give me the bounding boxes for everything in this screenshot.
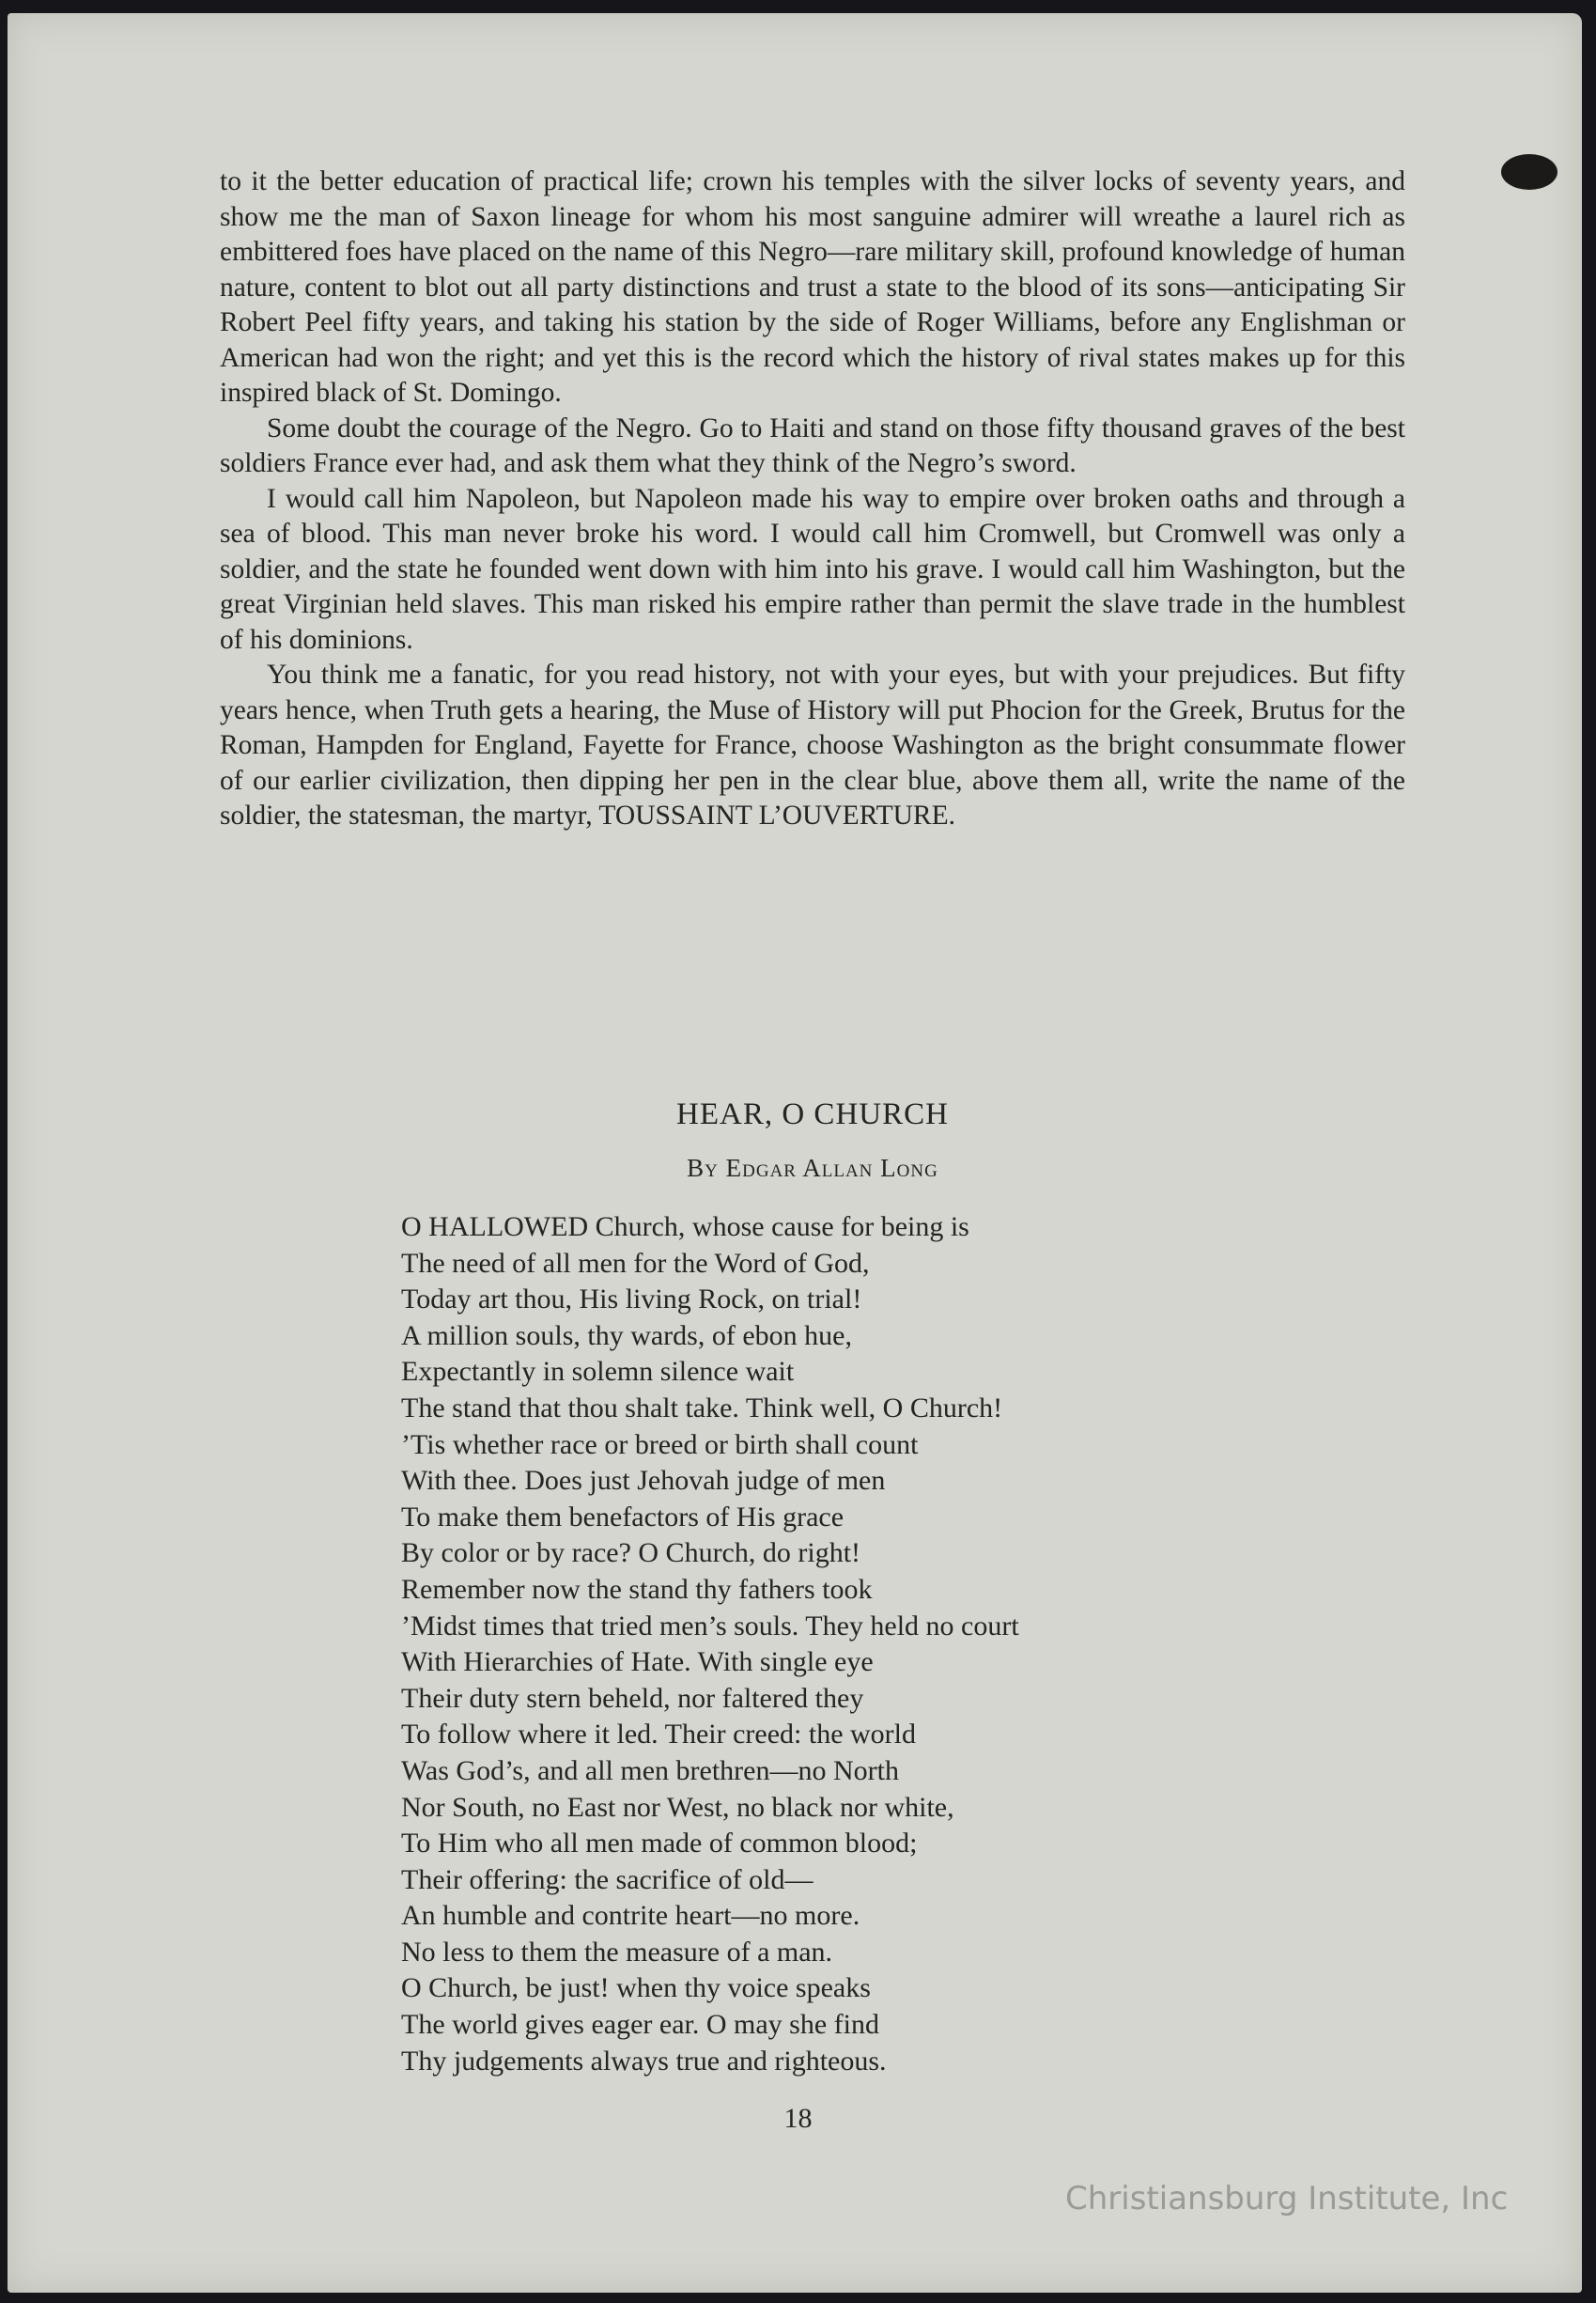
poem-line: To Him who all men made of common blood;: [401, 1828, 918, 1860]
poem-line: O Church, be just! when thy voice speaks: [401, 1972, 871, 2004]
poem-line: The need of all men for the Word of God,: [401, 1247, 870, 1279]
page-number: 18: [783, 2103, 813, 2134]
poem-line: The stand that thou shalt take. Think well, O Church!: [401, 1392, 1003, 1424]
page-damage-hole: [1501, 154, 1557, 190]
article-body: [220, 164, 1405, 834]
poem-line: To follow where it led. Their creed: the world: [401, 1719, 916, 1751]
poem-line: With Hierarchies of Hate. With single eye: [401, 1646, 874, 1678]
poem-line: No less to them the measure of a man.: [401, 1936, 833, 1968]
poem-line: The world gives eager ear. O may she find: [401, 2009, 879, 2041]
poem-line: With thee. Does just Jehovah judge of men: [401, 1465, 886, 1497]
article-paragraph-1: to it the better education of practical life; crown his temples with the silver locks of seventy years, and show me the man of Saxon lineage for whom his most sanguine admirer will wreathe a laurel rich as embittered foes have placed on the name of this Negro—rare military skill, profound knowledge of human nature, content to blot out all party distinctions and trust a state to the blood of its sons—anticipating Sir Robert Peel fifty years, and taking his station by the side of Roger Williams, before any Englishman or American had won the right; and yet this is the record which the history of rival states makes up for this inspired black of St. Domingo.: [220, 166, 1405, 408]
poem-line: Today art thou, His living Rock, on trial!: [401, 1284, 862, 1315]
poem-line: A million souls, thy wards, of ebon hue,: [401, 1319, 852, 1351]
article-paragraph-4: You think me a fanatic, for you read history, not with your eyes, but with your prejudices. But fifty years hence, when Truth gets a hearing, the Muse of History will put Phocion for the Greek, Brutus for the Roman, Hampden for England, Fayette for France, choose Washington as the bright consummate flower of our earlier civilization, then dipping her pen in the clear blue, above them all, write the name of the soldier, the statesman, the martyr, TOUSSAINT L’OUVERTURE.: [220, 660, 1405, 831]
poem-line: O HALLOWED Church, whose cause for being is: [401, 1211, 969, 1242]
poem-line: To make them benefactors of His grace: [401, 1501, 844, 1533]
poem-line: Their offering: the sacrifice of old—: [401, 1863, 813, 1895]
poem-line: Remember now the stand thy fathers took: [401, 1573, 873, 1605]
article-paragraph-2: Some doubt the courage of the Negro. Go to Haiti and stand on those fifty thousand graves of the best soldiers France ever had, and ask them what they think of the Negro’s sword.: [220, 412, 1405, 478]
poem-line: Thy judgements always true and righteous.: [401, 2045, 887, 2077]
poem-line: Was God’s, and all men brethren—no North: [401, 1754, 899, 1786]
poem-line: By color or by race? O Church, do right!: [401, 1537, 861, 1569]
poem-line: An humble and contrite heart—no more.: [401, 1900, 860, 1932]
article-paragraph-3: I would call him Napoleon, but Napoleon made his way to empire over broken oaths and through a sea of blood. This man never broke his word. I would call him Cromwell, but Cromwell was only a soldier, and the state he founded went down with him into his grave. I would call him Washington, but the great Virginian held slaves. This man risked his empire rather than permit the slave trade in the humblest of his dominions.: [220, 483, 1405, 655]
watermark-text: Christiansburg Institute, Inc: [1065, 2180, 1509, 2217]
poem-line: Their duty stern beheld, nor faltered they: [401, 1682, 864, 1714]
poem-line: ’Midst times that tried men’s souls. They held no court: [401, 1610, 1019, 1642]
poem-line: ’Tis whether race or breed or birth shall count: [401, 1428, 919, 1460]
poem-body: [401, 1209, 1303, 2079]
poem-line: Nor South, no East nor West, no black nor white,: [401, 1791, 954, 1823]
poem-byline: By Edgar Allan Long: [687, 1154, 938, 1182]
poem-line: Expectantly in solemn silence wait: [401, 1356, 795, 1388]
poem-title: HEAR, O CHURCH: [676, 1097, 949, 1131]
